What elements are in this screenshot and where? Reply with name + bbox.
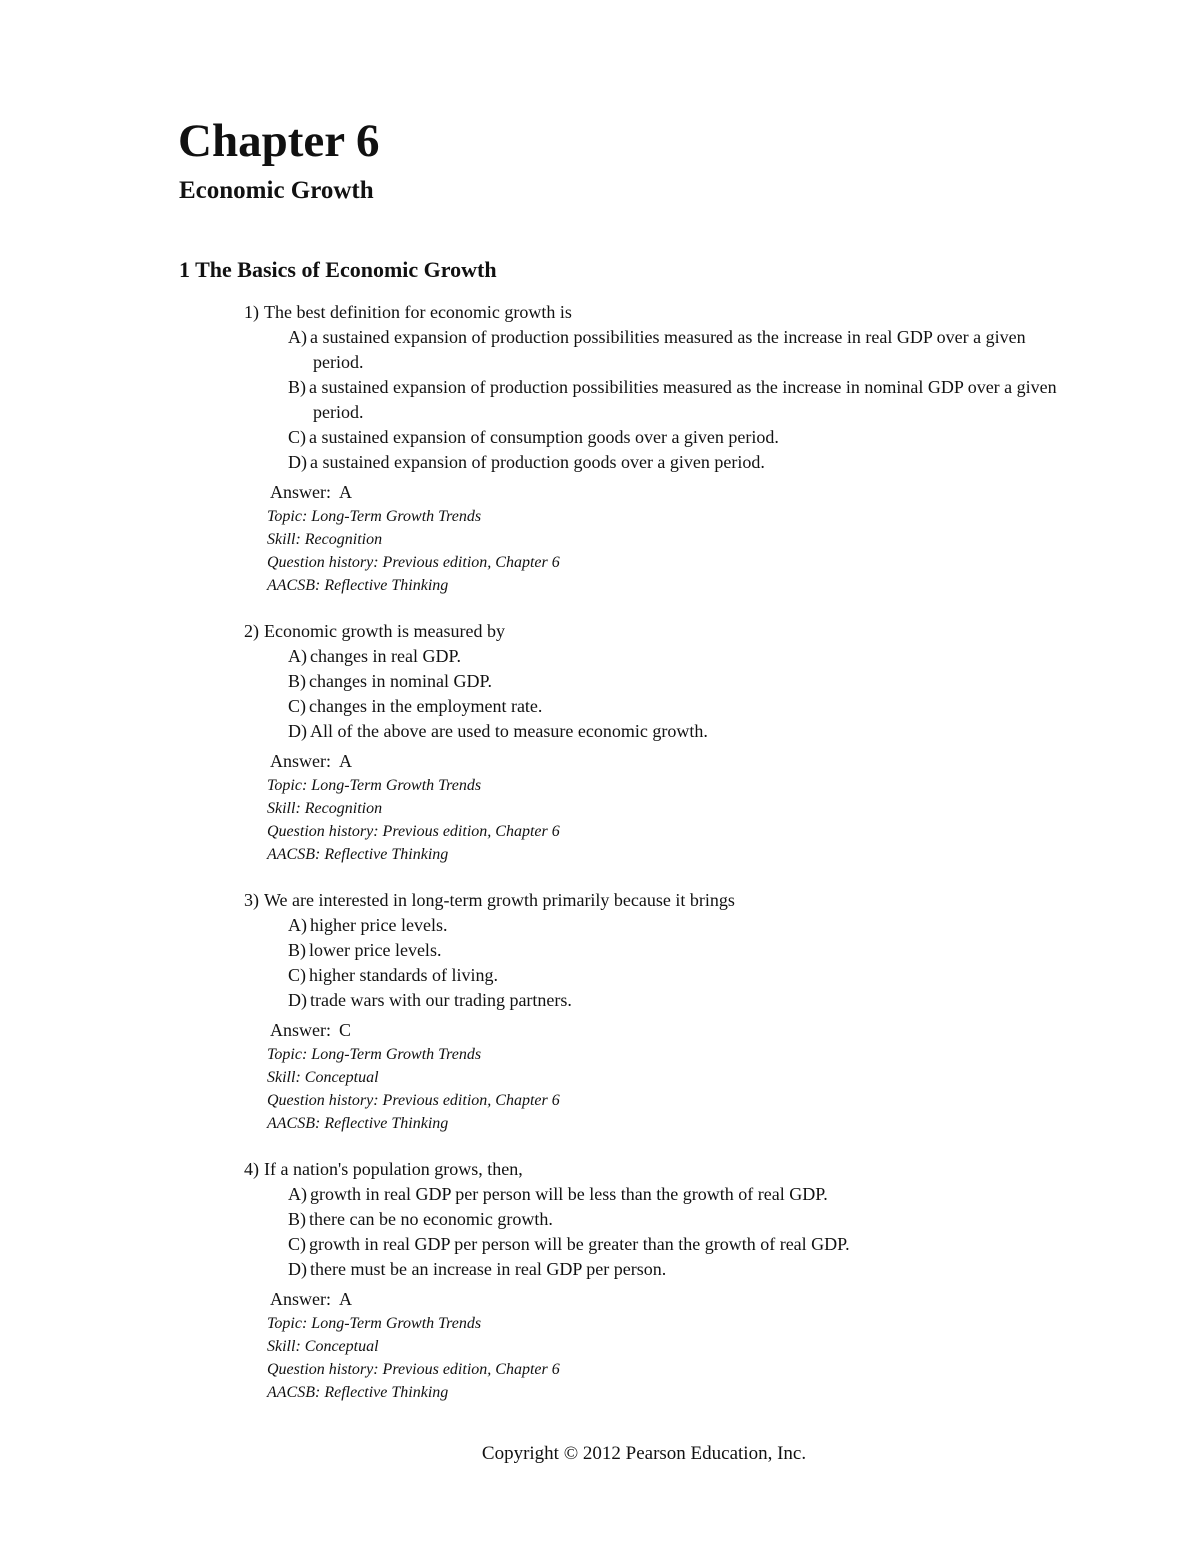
- aacsb-line: AACSB: Reflective Thinking: [267, 846, 449, 863]
- option-text: there can be no economic growth.: [309, 1209, 553, 1229]
- option-d: [288, 450, 1068, 475]
- option-d: [288, 988, 1068, 1013]
- question-text: Economic growth is measured by: [264, 621, 505, 641]
- answer-label: Answer:: [270, 482, 331, 502]
- option-letter: C): [288, 965, 306, 985]
- question-text: If a nation's population grows, then,: [264, 1159, 523, 1179]
- skill-line: Skill: Conceptual: [267, 1338, 379, 1355]
- option-text: there must be an increase in real GDP per person.: [310, 1259, 667, 1279]
- option-letter: A): [288, 915, 307, 935]
- option-d: [288, 1257, 1068, 1282]
- option-text: growth in real GDP per person will be less than the growth of real GDP.: [310, 1184, 828, 1204]
- answer-label: Answer:: [270, 1289, 331, 1309]
- option-text: higher standards of living.: [309, 965, 498, 985]
- option-text: changes in the employment rate.: [309, 696, 543, 716]
- question-number: 4): [244, 1159, 259, 1179]
- section-heading: 1 The Basics of Economic Growth: [179, 257, 497, 282]
- option-c: [288, 963, 1068, 988]
- option-letter: D): [288, 990, 307, 1010]
- option-b: [288, 669, 1068, 694]
- option-text: higher price levels.: [310, 915, 448, 935]
- option-letter: D): [288, 721, 307, 741]
- topic-line: Topic: Long-Term Growth Trends: [267, 1315, 482, 1332]
- option-text: lower price levels.: [309, 940, 442, 960]
- question-metadata: [267, 749, 967, 866]
- history-line: Question history: Previous edition, Chapter 6: [267, 554, 560, 571]
- option-d: [288, 719, 1068, 744]
- chapter-title: Chapter 6: [178, 115, 380, 167]
- option-text: trade wars with our trading partners.: [310, 990, 572, 1010]
- copyright-footer: Copyright © 2012 Pearson Education, Inc.: [481, 1443, 807, 1464]
- answer-value: A: [339, 751, 352, 771]
- history-line: Question history: Previous edition, Chapter 6: [267, 823, 560, 840]
- answer-line: [270, 1287, 967, 1312]
- option-c: [288, 1232, 1068, 1257]
- question-metadata: [267, 1287, 967, 1404]
- answer-options: [288, 913, 1068, 1013]
- answer-line: [270, 749, 967, 774]
- answer-label: Answer:: [270, 751, 331, 771]
- topic-line: Topic: Long-Term Growth Trends: [267, 508, 482, 525]
- option-a: [288, 644, 1068, 669]
- option-letter: C): [288, 1234, 306, 1254]
- option-letter: B): [288, 1209, 306, 1229]
- option-b: [288, 375, 1068, 425]
- answer-value: C: [339, 1020, 352, 1040]
- question-number: 1): [244, 302, 259, 322]
- option-letter: A): [288, 646, 307, 666]
- option-text: All of the above are used to measure economic growth.: [310, 721, 708, 741]
- skill-line: Skill: Conceptual: [267, 1069, 379, 1086]
- answer-options: [288, 644, 1068, 744]
- option-letter: A): [288, 1184, 307, 1204]
- option-letter: B): [288, 940, 306, 960]
- answer-line: [270, 1018, 967, 1043]
- question-number: 2): [244, 621, 259, 641]
- answer-value: A: [339, 1289, 352, 1309]
- option-a: [288, 1182, 1068, 1207]
- option-text: a sustained expansion of production possibilities measured as the increase in nominal GDP over a given period.: [309, 377, 1057, 422]
- option-letter: C): [288, 696, 306, 716]
- answer-line: [270, 480, 967, 505]
- option-text: changes in nominal GDP.: [309, 671, 492, 691]
- option-letter: B): [288, 671, 306, 691]
- skill-line: Skill: Recognition: [267, 800, 383, 817]
- question-metadata: [267, 1018, 967, 1135]
- option-b: [288, 938, 1068, 963]
- skill-line: Skill: Recognition: [267, 531, 383, 548]
- question-number: 3): [244, 890, 259, 910]
- option-a: [288, 325, 1068, 375]
- option-text: growth in real GDP per person will be greater than the growth of real GDP.: [309, 1234, 850, 1254]
- history-line: Question history: Previous edition, Chapter 6: [267, 1361, 560, 1378]
- option-letter: B): [288, 377, 306, 397]
- aacsb-line: AACSB: Reflective Thinking: [267, 1115, 449, 1132]
- chapter-subtitle: Economic Growth: [179, 177, 374, 204]
- option-a: [288, 913, 1068, 938]
- option-text: a sustained expansion of consumption goods over a given period.: [309, 427, 779, 447]
- option-text: a sustained expansion of production goods over a given period.: [310, 452, 765, 472]
- history-line: Question history: Previous edition, Chapter 6: [267, 1092, 560, 1109]
- answer-options: [288, 1182, 1068, 1282]
- option-text: changes in real GDP.: [310, 646, 461, 666]
- question-stem: [244, 619, 505, 644]
- question-stem: [244, 1157, 523, 1182]
- option-text: a sustained expansion of production possibilities measured as the increase in real GDP over a given period.: [310, 327, 1026, 372]
- question-metadata: [267, 480, 967, 597]
- question-text: We are interested in long-term growth primarily because it brings: [264, 890, 735, 910]
- option-letter: C): [288, 427, 306, 447]
- aacsb-line: AACSB: Reflective Thinking: [267, 577, 449, 594]
- question-text: The best definition for economic growth is: [264, 302, 572, 322]
- option-letter: A): [288, 327, 307, 347]
- topic-line: Topic: Long-Term Growth Trends: [267, 777, 482, 794]
- option-b: [288, 1207, 1068, 1232]
- option-letter: D): [288, 1259, 307, 1279]
- answer-value: A: [339, 482, 352, 502]
- aacsb-line: AACSB: Reflective Thinking: [267, 1384, 449, 1401]
- question-stem: [244, 888, 735, 913]
- answer-label: Answer:: [270, 1020, 331, 1040]
- option-letter: D): [288, 452, 307, 472]
- option-c: [288, 425, 1068, 450]
- option-c: [288, 694, 1068, 719]
- answer-options: [288, 325, 1068, 475]
- topic-line: Topic: Long-Term Growth Trends: [267, 1046, 482, 1063]
- question-stem: [244, 300, 572, 325]
